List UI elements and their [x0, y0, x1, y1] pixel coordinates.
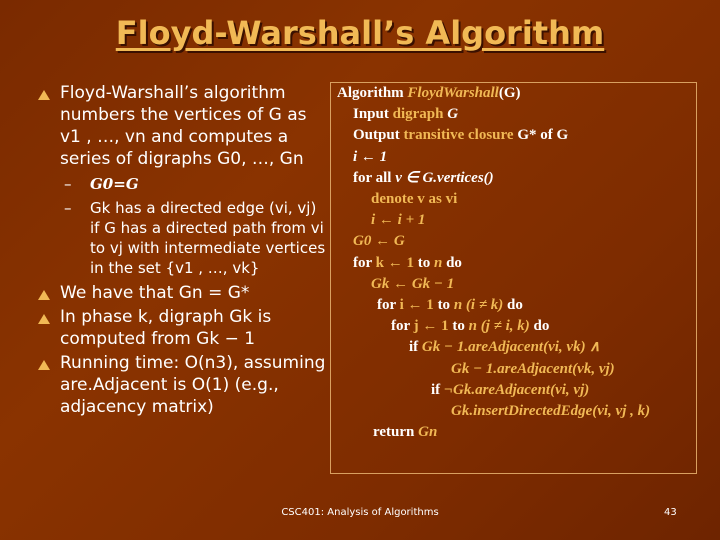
algo-line: Gk − 1.areAdjacent(vk, vj)	[451, 360, 615, 377]
slide-title: Floyd-Warshall’s Algorithm	[115, 14, 605, 52]
bullet-text: We have that Gn = G*	[60, 283, 250, 303]
algo-line: i ← i + 1	[371, 212, 426, 229]
algo-line: Output transitive closure G* of G	[353, 127, 569, 144]
algo-line: denote v as vi	[371, 191, 458, 208]
algo-line: Gk ← Gk − 1	[371, 275, 455, 292]
algo-line: Algorithm FloydWarshall(G)	[337, 85, 521, 101]
bullet-text: Running time: O(n3), assuming are.Adjacent is O(1) (e.g., adjacency matrix)	[60, 353, 326, 417]
algorithm-box	[330, 82, 697, 474]
page-number: 43	[664, 507, 677, 518]
bullet-item	[36, 282, 326, 304]
dash-icon: –	[64, 175, 72, 193]
dash-icon: –	[64, 199, 72, 217]
algo-line: Gk.insertDirectedEdge(vi, vj , k)	[451, 403, 651, 420]
algo-line: if Gk − 1.areAdjacent(vi, vk) ∧	[409, 339, 601, 356]
bullet-icon	[38, 290, 50, 300]
bullet-text: In phase k, digraph Gk is computed from Gk − 1	[60, 307, 272, 349]
algo-line: for j ← 1 to n (j ≠ i, k) do	[391, 318, 550, 335]
bullet-item	[36, 352, 326, 418]
algo-line: Input digraph G	[353, 106, 459, 123]
bullet-item	[36, 306, 326, 350]
bullet-icon	[38, 360, 50, 370]
algo-line: i ← 1	[353, 148, 388, 165]
sub-bullet-text: Gk has a directed edge (vi, vj) if G has a directed path from vi to vj with intermediate vertices in the set {v1 , …, vk}	[90, 199, 326, 277]
sub-bullet-item	[36, 174, 326, 194]
bullet-list	[36, 82, 326, 420]
algo-line: if ¬Gk.areAdjacent(vi, vj)	[431, 381, 590, 398]
bullet-item	[36, 82, 326, 170]
slide-footer: CSC401: Analysis of Algorithms	[281, 507, 439, 518]
bullet-icon	[38, 90, 50, 100]
algo-line: return Gn	[373, 424, 438, 441]
algo-line: for k ← 1 to n do	[353, 254, 462, 271]
sub-bullet-text: G0=G	[90, 175, 139, 193]
algo-line: for i ← 1 to n (i ≠ k) do	[377, 297, 523, 314]
bullet-icon	[38, 314, 50, 324]
sub-bullet-item	[36, 198, 326, 278]
algo-line: G0 ← G	[353, 233, 405, 250]
algo-line: for all v ∈ G.vertices()	[353, 169, 494, 186]
bullet-text: Floyd-Warshall’s algorithm numbers the vertices of G as v1 , …, vn and computes a series of digraphs G0, …, Gn	[60, 83, 307, 169]
